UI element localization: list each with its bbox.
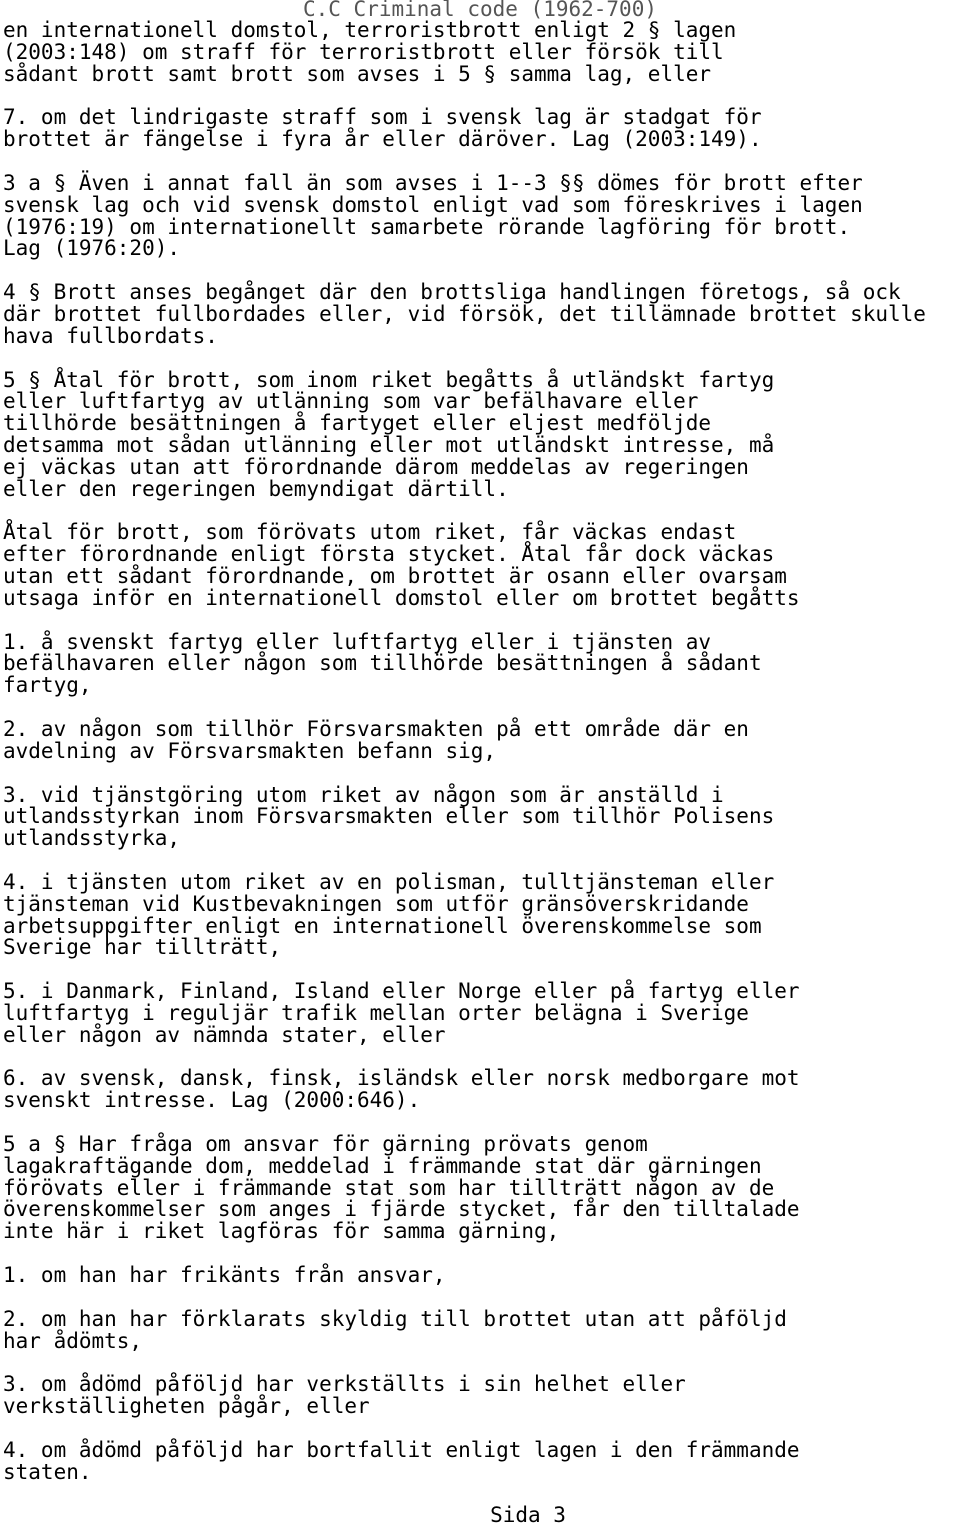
text-line: 4 § Brott anses begånget där den brottsliga handlingen företogs, så ock <box>3 280 901 305</box>
paragraph <box>3 282 960 347</box>
text-line: eller den regeringen bemyndigat därtill. <box>3 476 509 501</box>
text-line: brottet är fängelse i fyra år eller däröver. Lag (2003:149). <box>3 127 762 152</box>
text-line: (1976:19) om internationellt samarbete rörande lagföring för brott. <box>3 214 851 239</box>
text-line: 3. vid tjänstgöring utom riket av någon som är anställd i <box>3 782 724 807</box>
text-line: 2. av någon som tillhör Försvarsmakten på ett område där en <box>3 716 749 741</box>
text-line: ej väckas utan att förordnande därom meddelas av regeringen <box>3 454 749 479</box>
text-line: 7. om det lindrigaste straff som i svensk lag är stadgat för <box>3 105 762 130</box>
text-line: förövats eller i främmande stat som har tillträtt någon av de <box>3 1175 775 1200</box>
text-line: Lag (1976:20). <box>3 236 181 261</box>
text-line: Sverige har tillträtt, <box>3 935 282 960</box>
text-line: har ådömts, <box>3 1328 143 1353</box>
text-line: överenskommelser som anges i fjärde stycket, får den tilltalade <box>3 1197 800 1222</box>
text-line: fartyg, <box>3 673 92 698</box>
text-line: luftfartyg i reguljär trafik mellan orter belägna i Sverige <box>3 1000 749 1025</box>
text-line: där brottet fullbordades eller, vid försök, det tillämnade brottet skulle <box>3 301 926 326</box>
paragraph <box>3 20 960 85</box>
text-line: 4. i tjänsten utom riket av en polisman, tulltjänsteman eller <box>3 869 775 894</box>
text-line: utsaga inför en internationell domstol eller om brottet begåtts <box>3 585 800 610</box>
paragraph <box>3 869 960 960</box>
text-line: Åtal för brott, som förövats utom riket, får väckas endast <box>3 520 737 545</box>
text-line: sådant brott samt brott som avses i 5 § samma lag, eller <box>3 61 712 86</box>
paragraph <box>3 1440 960 1484</box>
paragraph <box>3 1134 960 1243</box>
page-number: Sida 3 <box>490 1503 566 1527</box>
text-line: staten. <box>3 1459 92 1484</box>
text-line: en internationell domstol, terroristbrott enligt 2 § lagen <box>3 18 737 42</box>
text-line: eller någon av nämnda stater, eller <box>3 1022 446 1047</box>
text-line: verkställigheten pågår, eller <box>3 1394 370 1419</box>
paragraph <box>3 170 960 261</box>
text-line: tjänsteman vid Kustbevakningen som utför gränsöverskridande <box>3 891 749 916</box>
text-line: 2. om han har förklarats skyldig till brottet utan att påföljd <box>3 1306 787 1331</box>
text-line: 4. om ådömd påföljd har bortfallit enligt lagen i den främmande <box>3 1438 800 1463</box>
text-line: 5. i Danmark, Finland, Island eller Norge eller på fartyg eller <box>3 979 800 1004</box>
paragraph <box>3 1068 960 1112</box>
paragraph <box>3 716 960 763</box>
paragraph <box>3 107 960 151</box>
text-line: 1. å svenskt fartyg eller luftfartyg eller i tjänsten av <box>3 629 712 654</box>
text-line: svenskt intresse. Lag (2000:646). <box>3 1088 421 1113</box>
text-line: 5 a § Har fråga om ansvar för gärning prövats genom <box>3 1132 648 1157</box>
page-header: C.C Criminal code (1962-700) <box>302 0 657 21</box>
text-line: 3 a § Även i annat fall än som avses i 1--3 §§ dömes för brott efter <box>3 170 863 195</box>
document-body <box>3 20 960 1506</box>
text-line: avdelning av Försvarsmakten befann sig, <box>3 738 497 763</box>
text-line: tillhörde besättningen å fartyget eller eljest medföljde <box>3 411 712 436</box>
text-line: arbetsuppgifter enligt en internationell överenskommelse som <box>3 913 762 938</box>
text-line: eller luftfartyg av utlänning som var befälhavare eller <box>3 389 699 414</box>
text-line: efter förordnande enligt första stycket. Åtal får dock väckas <box>3 542 775 567</box>
paragraph <box>3 782 960 851</box>
text-line: utlandsstyrka, <box>3 826 181 851</box>
text-line: svensk lag och vid svensk domstol enligt vad som föreskrives i lagen <box>3 192 863 217</box>
paragraph <box>3 1306 960 1353</box>
text-line: 6. av svensk, dansk, finsk, isländsk eller norsk medborgare mot <box>3 1066 800 1091</box>
text-line: befälhavaren eller någon som tillhörde besättningen å sådant <box>3 651 762 676</box>
paragraph <box>3 367 960 501</box>
paragraph <box>3 1374 960 1418</box>
text-line: 1. om han har frikänts från ansvar, <box>3 1263 446 1288</box>
text-line: 5 § Åtal för brott, som inom riket begåtts å utländskt fartyg <box>3 367 775 392</box>
paragraph <box>3 522 960 609</box>
paragraph <box>3 629 960 698</box>
text-line: (2003:148) om straff för terroristbrott eller försök till <box>3 39 724 64</box>
text-line: hava fullbordats. <box>3 323 218 348</box>
text-line: inte här i riket lagföras för samma gärning, <box>3 1219 560 1244</box>
text-line: 3. om ådömd påföljd har verkställts i sin helhet eller <box>3 1372 686 1397</box>
text-line: detsamma mot sådan utlänning eller mot utländskt intresse, må <box>3 432 775 457</box>
text-line: utlandsstyrkan inom Försvarsmakten eller som tillhör Polisens <box>3 804 775 829</box>
text-line: utan ett sådant förordnande, om brottet är osann eller ovarsam <box>3 563 787 588</box>
paragraph <box>3 981 960 1046</box>
text-line: lagakraftägande dom, meddelad i främmande stat där gärningen <box>3 1153 762 1178</box>
paragraph <box>3 1265 960 1287</box>
